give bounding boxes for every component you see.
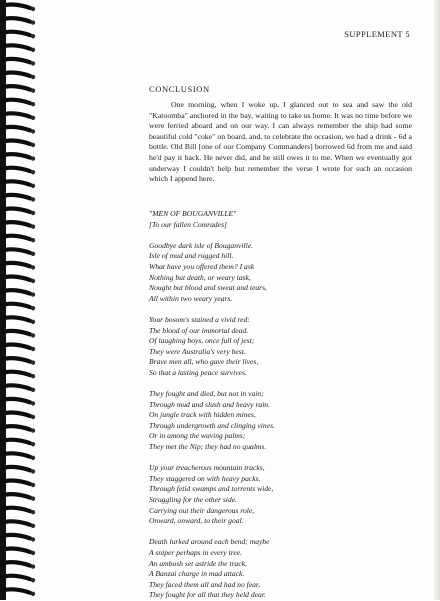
- binding-hole: [31, 442, 35, 446]
- binding-coil: [2, 481, 30, 484]
- binding-coil: [2, 222, 30, 225]
- binding-hole: [31, 265, 35, 269]
- binding-coil: [2, 508, 30, 511]
- binding-coil: [2, 399, 30, 402]
- poem-line: So that a lasting peace survives.: [149, 367, 247, 377]
- binding-hole: [31, 279, 35, 283]
- binding-hole: [31, 252, 35, 256]
- binding-hole: [31, 48, 35, 52]
- binding-hole: [31, 61, 35, 65]
- binding-hole: [31, 388, 35, 392]
- binding-coil: [2, 263, 30, 266]
- poem-title: "MEN OF BOUGANVILLE": [149, 209, 237, 218]
- binding-hole: [31, 7, 35, 11]
- spiral-binding-graphic: [0, 0, 44, 600]
- binding-hole: [31, 415, 35, 419]
- binding-hole: [31, 116, 35, 120]
- poem-line: They fought and died, but not in vain;: [149, 389, 264, 399]
- binding-coil: [2, 304, 30, 307]
- binding-coil: [2, 535, 30, 538]
- page-edge-shadow: [434, 0, 440, 600]
- poem-line: Through undergrowth and clinging vines.: [149, 420, 275, 430]
- binding-coil: [2, 562, 30, 565]
- poem-line: Or in among the waving palms;: [149, 431, 246, 441]
- poem-line: They were Australia's very best.: [149, 346, 246, 356]
- binding-coil: [2, 317, 30, 320]
- binding-hole: [31, 211, 35, 215]
- binding-coil: [2, 345, 30, 348]
- poem: [149, 209, 419, 601]
- page-header: SUPPLEMENT 5: [344, 29, 410, 39]
- binding-hole: [31, 170, 35, 174]
- binding-hole: [31, 88, 35, 92]
- binding-hole: [31, 333, 35, 337]
- binding-hole: [31, 102, 35, 106]
- spiral-binding: [0, 0, 44, 600]
- poem-line: Through fetid swamps and torrents wide,: [149, 484, 274, 494]
- binding-hole: [31, 238, 35, 242]
- binding-coil: [2, 413, 30, 416]
- binding-hole: [31, 360, 35, 364]
- binding-hole: [31, 578, 35, 582]
- poem-line: Brave men all, who gave their lives,: [149, 357, 259, 367]
- binding-coil: [2, 549, 30, 552]
- binding-hole: [31, 34, 35, 38]
- binding-coil: [2, 73, 30, 76]
- binding-coil: [2, 59, 30, 62]
- binding-coil: [2, 181, 30, 184]
- binding-coil: [2, 18, 30, 21]
- poem-line: Death lurked around each bend; maybe: [149, 537, 270, 547]
- poem-line: Of laughing boys, once full of jest;: [149, 336, 255, 346]
- binding-coil: [2, 100, 30, 103]
- poem-line: They fought for all that they held dear.: [149, 590, 266, 600]
- binding-hole: [31, 156, 35, 160]
- binding-coil: [2, 576, 30, 579]
- binding-coil: [2, 236, 30, 239]
- binding-coil: [2, 467, 30, 470]
- binding-coil: [2, 385, 30, 388]
- binding-hole: [31, 469, 35, 473]
- binding-hole: [31, 197, 35, 201]
- poem-line: Through mud and slush and heavy rain.: [149, 399, 271, 409]
- binding-hole: [31, 143, 35, 147]
- poem-line: Goodbye dark isle of Bouganville.: [149, 240, 253, 250]
- poem-line: They faced them all and had no fear,: [149, 579, 260, 589]
- binding-hole: [31, 537, 35, 541]
- poem-stanza: [149, 241, 419, 305]
- poem-line: Nought but blood and sweat and tears,: [149, 283, 267, 293]
- poem-line: An ambush set astride the track,: [149, 558, 247, 568]
- binding-hole: [31, 401, 35, 405]
- binding-coil: [2, 440, 30, 443]
- poem-line: Nothing but death, or weary task,: [149, 272, 251, 282]
- binding-coil: [2, 154, 30, 157]
- poem-line: The blood of our immortal dead.: [149, 325, 249, 335]
- binding-hole: [31, 20, 35, 24]
- binding-coil: [2, 521, 30, 524]
- binding-coil: [2, 113, 30, 116]
- poem-line: They staggered on with heavy packs.: [149, 473, 261, 483]
- binding-hole: [31, 374, 35, 378]
- poem-stanza: [149, 315, 419, 379]
- binding-hole: [31, 347, 35, 351]
- binding-hole: [31, 224, 35, 228]
- poem-line: On jungle track with hidden mines,: [149, 410, 256, 420]
- poem-stanza: [149, 389, 419, 453]
- binding-hole: [31, 496, 35, 500]
- binding-hole: [31, 524, 35, 528]
- binding-hole: [31, 592, 35, 596]
- poem-line: Isle of mud and rugged hill.: [149, 251, 234, 261]
- binding-coil: [2, 494, 30, 497]
- binding-coil: [2, 331, 30, 334]
- binding-coil: [2, 372, 30, 375]
- poem-dedication: [To our fallen Comrades]: [149, 219, 227, 229]
- poem-line: What have you offered them? I ask: [149, 261, 255, 271]
- binding-coil: [2, 453, 30, 456]
- poem-line: Your bosom's stained a vivid red:: [149, 314, 250, 324]
- binding-coil: [2, 589, 30, 592]
- binding-hole: [31, 483, 35, 487]
- section-title: CONCLUSION: [149, 84, 210, 94]
- binding-hole: [31, 551, 35, 555]
- binding-hole: [31, 428, 35, 432]
- poem-line: Carrying out their dangerous role,: [149, 505, 255, 515]
- poem-stanza: [149, 537, 419, 601]
- binding-coil: [2, 277, 30, 280]
- poem-line: Up your treacherous mountain tracks,: [149, 463, 265, 473]
- binding-hole: [31, 292, 35, 296]
- binding-hole: [31, 320, 35, 324]
- binding-coil: [2, 290, 30, 293]
- binding-coil: [2, 209, 30, 212]
- binding-hole: [31, 306, 35, 310]
- binding-hole: [31, 75, 35, 79]
- poem-line: A sniper perhaps in every tree.: [149, 548, 243, 557]
- binding-coil: [2, 195, 30, 198]
- binding-coil: [2, 127, 30, 130]
- binding-coil: [2, 141, 30, 144]
- binding-hole: [31, 564, 35, 568]
- binding-coil: [2, 86, 30, 89]
- binding-hole: [31, 510, 35, 514]
- poem-line: Onward, onward, to their goal.: [149, 516, 244, 526]
- conclusion-paragraph: One morning, when I woke up, I glanced out to sea and saw the old "Katoomba" anchored in the bay, waiting to take us home. It was no time before we were ferried aboard and on our way. I can always remember the ship had some beautiful cold "coke" on board, and, to celebrate the occasion, we had a drink - 6d a bottle. Old Bill [one of our Company Commanders] borrowed 6d from me and said he'd pay it back. He never did, and he still owes it to me. When we eventually got underway I couldn't help but remember the verse I wrote for such an occasion which I append here.: [149, 100, 412, 184]
- binding-hole: [31, 129, 35, 133]
- binding-coil: [2, 32, 30, 35]
- binding-coil: [2, 249, 30, 252]
- binding-coil: [2, 168, 30, 171]
- binding-coil: [2, 5, 30, 8]
- poem-line: A Banzai charge in mad attack.: [149, 569, 245, 579]
- binding-hole: [31, 456, 35, 460]
- poem-line: Struggling for the other side.: [149, 495, 237, 505]
- binding-hole: [31, 184, 35, 188]
- poem-stanza: [149, 463, 419, 527]
- binding-coil: [2, 426, 30, 429]
- poem-line: All within two weary years.: [149, 293, 233, 303]
- binding-coil: [2, 358, 30, 361]
- poem-line: They met the Nip; they had no qualms.: [149, 442, 267, 452]
- binding-coil: [2, 45, 30, 48]
